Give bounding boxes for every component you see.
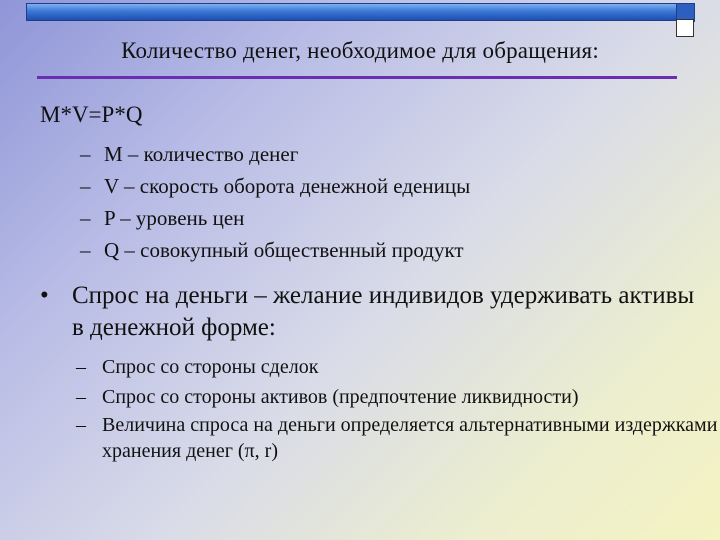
dash-marker: –: [76, 414, 86, 436]
demand-item-text: Спрос со стороны сделок: [102, 356, 319, 378]
title-underline: [37, 76, 677, 79]
slide-title: Количество денег, необходимое для обращения:: [121, 38, 599, 63]
list-item: [80, 234, 470, 266]
definitions-list: [80, 138, 470, 266]
definition-text: M – количество денег: [104, 142, 299, 166]
demand-item-text: Спрос со стороны активов (предпочтение ликвидности): [102, 386, 579, 408]
list-item: [80, 170, 470, 202]
list-item: [76, 412, 720, 464]
dash-marker: –: [76, 356, 86, 378]
dash-marker: –: [80, 174, 91, 198]
dash-marker: –: [80, 206, 91, 230]
definition-text: P – уровень цен: [104, 206, 245, 230]
bullet-text: Спрос на деньги – желание индивидов удерживать активы в денежной форме:: [72, 282, 695, 341]
decorative-top-bar: [26, 3, 680, 21]
formula: M*V=P*Q: [40, 102, 143, 127]
definition-text: V – скорость оборота денежной еденицы: [104, 174, 471, 198]
list-item: [80, 202, 470, 234]
dash-marker: –: [80, 238, 91, 262]
list-item: [76, 352, 720, 382]
dash-marker: –: [80, 142, 91, 166]
demand-items-list: [76, 352, 720, 464]
money-demand-bullet: [40, 280, 700, 344]
dash-marker: –: [76, 386, 86, 408]
list-item: [76, 382, 720, 412]
list-item: [80, 138, 470, 170]
bullet-marker: •: [40, 282, 49, 309]
demand-item-text: Величина спроса на деньги определяется альтернативными издержками хранения денег (π, r): [102, 414, 718, 462]
decorative-corner-square: [676, 19, 694, 37]
definition-text: Q – совокупный общественный продукт: [104, 238, 464, 262]
